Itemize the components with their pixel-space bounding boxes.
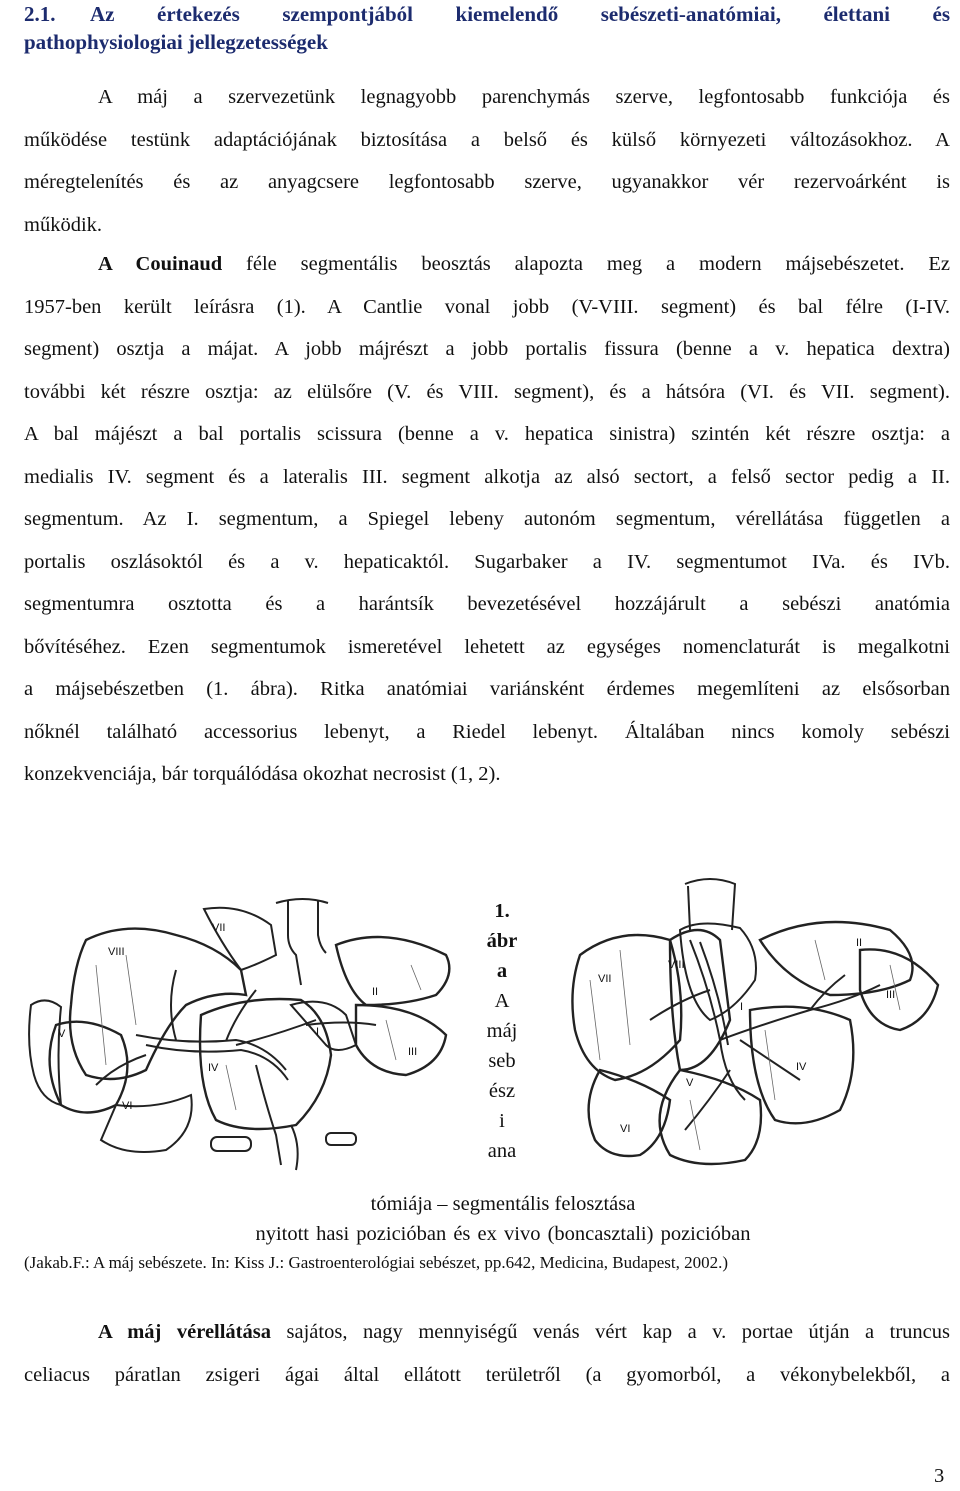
caption-fragment: 1.: [494, 900, 510, 922]
text-line: portalis oszlásoktól és a v. hepaticaktól. Sugarbaker a IV. segmentumot IVa. és IVb.: [24, 550, 950, 573]
text-line: medialis IV. segment és a lateralis III. segment alkotja az alsó sectort, a felső sector pedig a II.: [24, 465, 950, 488]
text-line: segmentumra osztotta és a harántsík bevezetésével hozzájárult a sebészi anatómia: [24, 593, 950, 615]
segment-label: III: [886, 989, 896, 1001]
caption-fragment: seb: [488, 1050, 516, 1072]
figure-caption-wrapped: [472, 896, 532, 1166]
segment-label: I: [740, 1001, 744, 1013]
caption-fragment: A: [494, 990, 510, 1012]
liver-segments-illustration-left: [26, 895, 466, 1175]
bold-term: A máj vérellátása: [98, 1321, 271, 1343]
text-fragment: féle segmentális beosztás alapozta meg a modern májsebészetet. Ez: [222, 253, 950, 275]
bold-term: A Couinaud: [98, 253, 223, 275]
segment-label: V: [686, 1077, 694, 1089]
caption-fragment: ábr: [486, 930, 518, 952]
caption-fragment: a: [496, 960, 508, 982]
text-line: nőknél található accessorius lebenyt, a Riedel lebenyt. Általában nincs komoly sebészi: [24, 720, 950, 743]
page-number: 3: [934, 1465, 945, 1487]
figure-source-citation: (Jakab.F.: A máj sebészete. In: Kiss J.: Gastroenterológiai sebészet, pp.642, Medicina, Budapest, 2002.): [24, 1253, 728, 1272]
text-line: A máj a szervezetünk legnagyobb parenchymás szerve, legfontosabb funkciója és: [98, 86, 950, 108]
segment-label: III: [408, 1046, 418, 1058]
heading-line-1: Az értekezés szempontjából kiemelendő sebészeti-anatómiai, élettani és: [90, 2, 950, 26]
text-line: a májsebészetben (1. ábra). Ritka anatómiai variánsként érdemes megemlíteni az elsősorban: [24, 678, 950, 700]
section-number: 2.1.: [24, 2, 56, 26]
paragraph-intro: [24, 76, 950, 246]
text-line: további két részre osztja: az elülsőre (V. és VIII. segment), és a hátsóra (VI. és VII. segment).: [24, 380, 950, 403]
section-heading: [24, 0, 950, 56]
segment-label: VII: [212, 922, 226, 934]
segment-label: IV: [208, 1062, 219, 1074]
paragraph-blood-supply: [24, 1311, 950, 1396]
caption-fragment: i: [499, 1110, 505, 1132]
text-line: segment) osztja a májat. A jobb májrészt a jobb portalis fissura (benne a v. hepatica dextra): [24, 338, 950, 360]
figure-caption-line-2: nyitott hasi pozicióban és ex vivo (boncasztali) pozicióban: [255, 1223, 751, 1245]
text-line: 1957-ben került leírásra (1). A Cantlie vonal jobb (V-VIII. segment) és bal félre (I-IV.: [24, 295, 950, 318]
figure-caption-line-1: tómiája – segmentális felosztása: [370, 1193, 636, 1215]
text-fragment: sajátos, nagy mennyiségű venás vért kap a v. portae útján a truncus: [271, 1321, 951, 1343]
caption-fragment: máj: [486, 1020, 518, 1042]
text-line: celiacus páratlan zsigeri ágai által ellátott területről (a gyomorból, a vékonybelekből, a: [24, 1363, 950, 1386]
liver-segments-illustration-right: [560, 870, 950, 1175]
text-line: bővítéséhez. Ezen segmentumok ismeretével lehetett az egységes nomenclaturát is megalkotni: [24, 635, 950, 658]
segment-label: V: [58, 1028, 66, 1040]
text-line: segmentum. Az I. segmentum, a Spiegel lebeny autonóm segmentum, vérellátása független a: [24, 508, 950, 530]
text-line: [24, 243, 950, 286]
segment-label: VII: [598, 973, 612, 985]
heading-line-2: pathophysiologiai jellegzetességek: [24, 30, 328, 54]
segment-label: VIII: [108, 946, 125, 958]
text-line: [24, 1311, 950, 1354]
text-line: működik.: [24, 213, 103, 236]
text-line: méregtelenítés és az anyagcsere legfontosabb szerve, ugyanakkor vér rezervoárként is: [24, 171, 950, 193]
segment-label: VIII: [668, 959, 685, 971]
paragraph-couinaud: [24, 243, 950, 796]
segment-label: IV: [796, 1061, 807, 1073]
segment-label: VI: [122, 1100, 133, 1112]
caption-fragment: ész: [488, 1080, 516, 1102]
text-line: konzekvenciája, bár torquálódása okozhat necrosist (1, 2).: [24, 763, 501, 785]
caption-fragment: ana: [487, 1140, 517, 1162]
text-line: működése testünk adaptációjának biztosítása a belső és külső környezeti változásokhoz. A: [24, 128, 950, 151]
segment-label: II: [856, 937, 863, 949]
text-line: A bal májészt a bal portalis scissura (benne a v. hepatica sinistra) szintén két részre osztja: a: [24, 423, 950, 445]
segment-label: II: [372, 986, 379, 998]
segment-label: VI: [620, 1123, 631, 1135]
segment-label: I: [316, 1026, 320, 1038]
